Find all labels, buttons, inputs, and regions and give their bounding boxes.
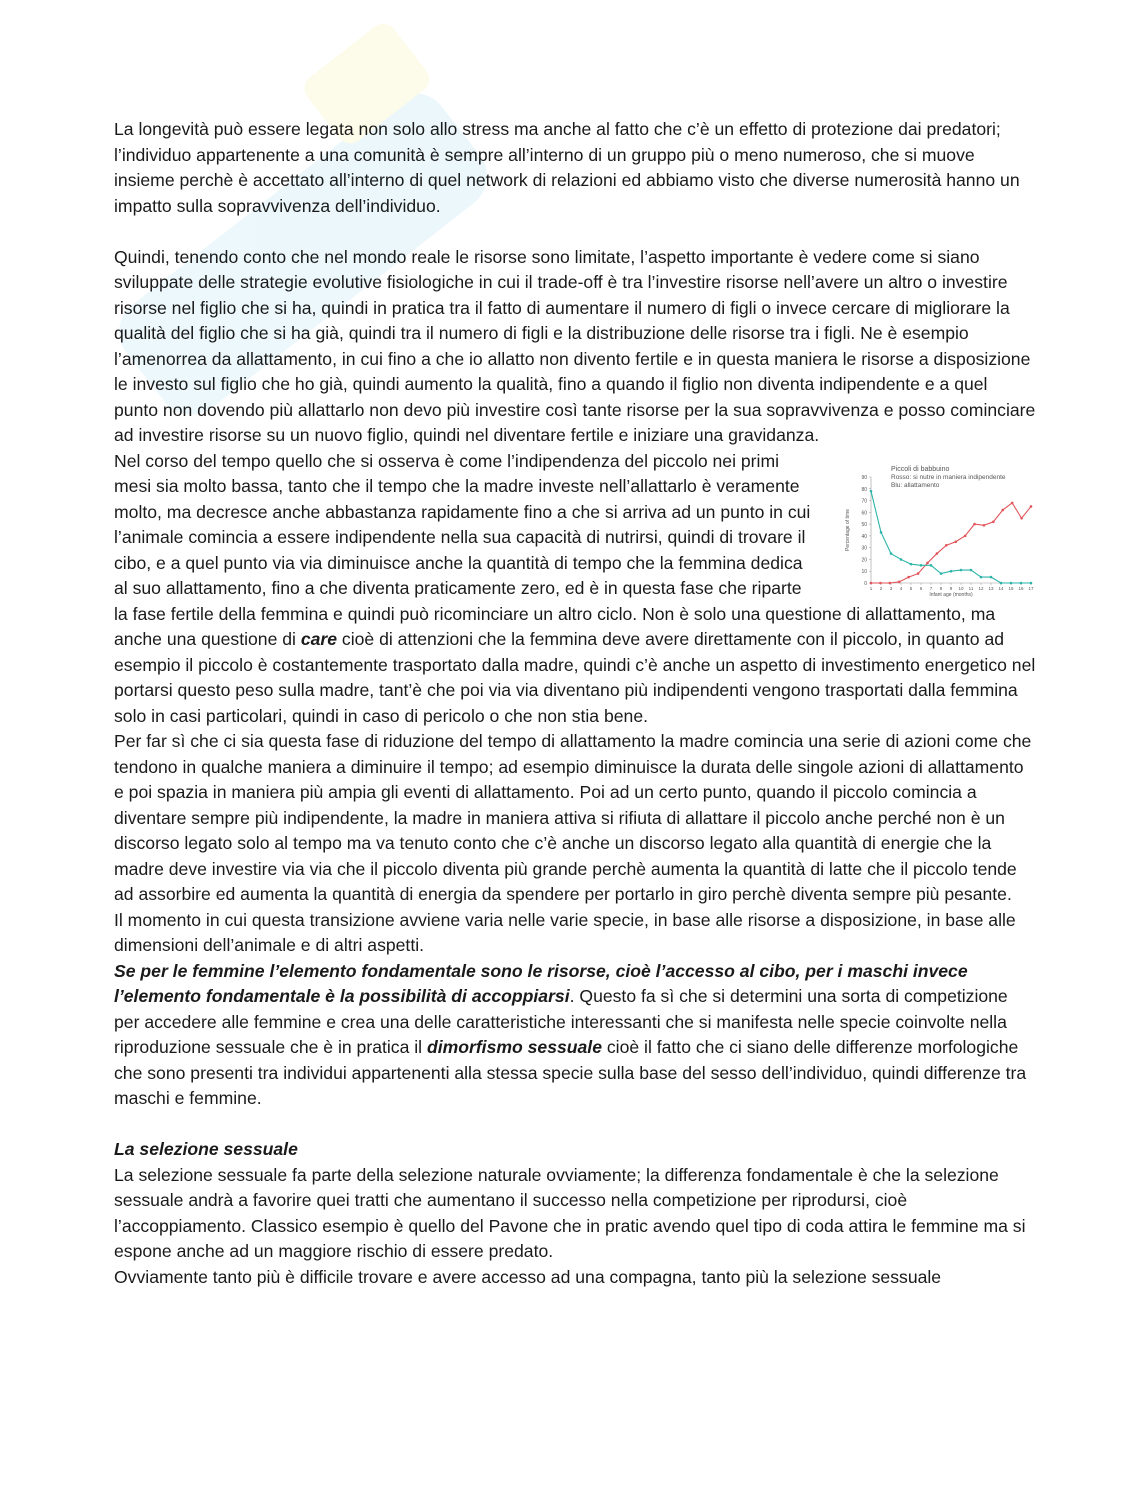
x-tick-label: 13 — [988, 585, 994, 591]
text-run: cioè di attenzioni che la femmina deve avere direttamente con il piccolo, in quanto ad esempio il piccolo è costantemente trasportato dalla madre, quindi c’è anche un aspetto di investimento energetico nel portarsi questo peso sulla madre, tant’è che poi via via diventano più indipendenti vengono trasportati dalla femmina solo in casi particolari, quindi in caso di pericolo o che non stia bene. — [114, 629, 1036, 726]
y-tick-label: 20 — [861, 556, 867, 563]
legend-entry: Rosso: si nutre in maniera indipendente — [891, 473, 1006, 481]
y-tick-label: 0 — [864, 580, 867, 587]
data-point — [950, 569, 953, 572]
data-point — [980, 575, 983, 578]
data-point — [940, 572, 943, 575]
chart-title: Piccoli di babbuino — [891, 465, 950, 473]
data-point — [1010, 581, 1013, 584]
data-point — [945, 544, 948, 547]
data-point — [926, 561, 929, 564]
term-dimorfismo: dimorfismo sessuale — [426, 1037, 602, 1057]
legend-entry: Blu: allattamento — [891, 481, 940, 489]
chart-svg — [841, 465, 1036, 598]
paragraph-transition: Il momento in cui questa transizione avviene varia nelle varie specie, in base alle risorse a disposizione, in base alle dimensioni dell’animale e di altri aspetti. — [114, 909, 1016, 955]
paragraph-weaning: Per far sì che ci sia questa fase di riduzione del tempo di allattamento la madre comincia una serie di azioni come che tendono in qualche maniera a diminuire il tempo; ad esempio diminuisce la durata delle singole azioni di allattamento e poi spazia in maniera più ampia gli eventi di allattamento. Poi ad un certo punto, quando il piccolo comincia a diventare sempre più indipendente, la madre in maniera attiva si rifiuta di allattare il piccolo anche perché non è un discorso legato solo al tempo ma va tenuto conto che c’è anche un discorso legato alla quantità di energie che la madre deve investire via via che il piccolo diventa più grande perchè aumenta la quantità di latte che il piccolo tende ad assorbire ed aumenta la quantità di energia da spendere per portarlo in giro perchè diventa sempre più pesante. — [114, 731, 1032, 904]
x-tick-label: 15 — [1008, 585, 1014, 591]
y-tick-label: 80 — [861, 486, 867, 493]
y-tick-label: 50 — [861, 521, 867, 528]
y-tick-label: 60 — [861, 509, 867, 516]
x-tick-label: 17 — [1028, 585, 1034, 591]
data-point — [1000, 581, 1003, 584]
x-tick-label: 16 — [1018, 585, 1024, 591]
x-tick-label: 7 — [929, 585, 933, 591]
y-tick-label: 90 — [861, 474, 867, 481]
data-point — [992, 520, 995, 523]
data-point — [879, 581, 882, 584]
x-tick-label: 8 — [939, 585, 943, 591]
x-axis-label: Infant age (months) — [929, 591, 973, 598]
data-point — [880, 531, 883, 534]
data-point — [983, 523, 986, 526]
section-heading: La selezione sessuale — [114, 1139, 298, 1159]
data-point — [954, 540, 957, 543]
data-point — [1030, 505, 1033, 508]
document-page — [114, 117, 1036, 1290]
data-point — [970, 568, 973, 571]
x-tick-label: 3 — [889, 585, 893, 591]
data-point — [920, 564, 923, 567]
data-point — [910, 562, 913, 565]
data-point — [1011, 501, 1014, 504]
x-tick-label: 5 — [909, 585, 913, 591]
data-point — [1020, 581, 1023, 584]
y-axis-label: Percentage of time — [845, 508, 851, 551]
text-run: . Questo fa sì che si determini una sorta di competizione per accedere alle femmine e crea una delle caratteristiche interessanti che si manifesta nelle specie coinvolte nella riproduzione sessuale che è in pratica il — [114, 986, 1008, 1057]
data-point — [1030, 581, 1033, 584]
term-care: care — [300, 629, 338, 649]
data-point — [1001, 508, 1004, 511]
text-run: cioè il fatto che ci siano delle differenze morfologiche che sono presenti tra individui appartenenti alla stessa specie sulla base del sesso dell’individuo, quindi differenze tra maschi e femmine. — [114, 1037, 1027, 1108]
paragraph-sexual-selection: La selezione sessuale fa parte della selezione naturale ovviamente; la differenza fondamentale è che la selezione sessuale andrà a favorire quei tratti che aumentano il successo nella competizione per riprodursi, cioè l’accoppiamento. Classico esempio è quello del Pavone che in pratic avendo quel tipo di coda attira le femmine ma si espone anche ad un maggiore rischio di essere predato. — [114, 1164, 1026, 1261]
data-point — [898, 580, 901, 583]
emphasis-statement: Se per le femmine l’elemento fondamentale sono le risorse, cioè l’accesso al cibo, per i maschi invece l’elemento fondamentale è la possibilità di accoppiarsi — [114, 960, 968, 1006]
baboon-nursing-chart — [841, 465, 1036, 598]
text-run: Nel corso del tempo quello che si osserva è come l’indipendenza del piccolo nei primi mesi sia molto bassa, tanto che il tempo che la madre investe nell’allattarlo è veramente molto, ma decresce anche abbastanza rapidamente fino a che si arriva ad un punto in cui l’animale comincia a essere indipendente nella sua capacità di nutrirsi, quindi di trovare il cibo, e a quel punto via via diminuisce anche la quantità di tempo che la femmina dedica al suo allattamento, fino a che diventa praticamente zero, ed è in questa fase che riparte la fase fertile della femmina e quindi può ricominciare un altro ciclo. Non è solo una questione di allattamento, ma anche una questione di — [114, 450, 996, 649]
data-point — [973, 522, 976, 525]
data-point — [936, 552, 939, 555]
paragraph-longevity: La longevità può essere legata non solo allo stress ma anche al fatto che c’è un effetto di protezione dai predatori; l’individuo appartenente a una comunità è sempre all’interno di un gruppo più o meno numeroso, che si muove insieme perchè è accettato all’interno di quel network di relazioni ed abbiamo visto che diverse numerosità hanno un impatto sulla sopravvivenza dell’individuo. — [114, 119, 1020, 216]
data-point — [1020, 516, 1023, 519]
x-tick-label: 2 — [879, 585, 883, 591]
data-point — [870, 489, 873, 492]
x-tick-label: 9 — [949, 585, 953, 591]
series-line-1 — [871, 491, 1031, 583]
data-point — [990, 575, 993, 578]
paragraph-continuation: Ovviamente tanto più è difficile trovare e avere accesso ad una compagna, tanto più la selezione sessuale — [114, 1266, 942, 1287]
data-point — [889, 581, 892, 584]
data-point — [890, 552, 893, 555]
x-tick-label: 6 — [919, 585, 923, 591]
data-point — [900, 558, 903, 561]
y-tick-label: 40 — [861, 533, 867, 540]
y-tick-label: 30 — [861, 545, 867, 552]
data-point — [964, 534, 967, 537]
y-tick-label: 10 — [861, 568, 867, 575]
data-point — [907, 575, 910, 578]
y-tick-label: 70 — [861, 498, 867, 505]
x-tick-label: 12 — [978, 585, 984, 591]
data-point — [930, 564, 933, 567]
data-point — [870, 581, 873, 584]
paragraph-trade-off: Quindi, tenendo conto che nel mondo reale le risorse sono limitate, l’aspetto importante è vedere come si siano sviluppate delle strategie evolutive fisiologiche in cui il trade-off è tra l’investire risorse nell’avere un altro o investire risorse nel figlio che si ha, quindi in pratica tra il fatto di aumentare il numero di figli o invece cercare di migliorare la qualità del figlio che si ha già, quindi tra il numero di figli e la distribuzione delle risorse tra i figli. Ne è esempio l’amenorrea da allattamento, in cui fino a che io allatto non divento fertile e in questa maniera le risorse a disposizione le investo sul figlio che ho già, quindi aumento la qualità, fino a quando il figlio non diventa indipendente e a quel punto non dovendo più allattarlo non devo più investire così tante risorse per la sua sopravvivenza e posso cominciare ad investire risorse su un nuovo figlio, quindi nel diventare fertile e iniziare una gravidanza. — [114, 246, 1036, 445]
data-point — [960, 568, 963, 571]
x-tick-label: 1 — [869, 585, 873, 591]
x-tick-label: 10 — [958, 585, 964, 591]
x-tick-label: 14 — [998, 585, 1004, 591]
paragraph-dimorphism — [114, 959, 1036, 1112]
data-point — [917, 572, 920, 575]
x-tick-label: 4 — [899, 585, 903, 591]
x-tick-label: 11 — [968, 585, 974, 591]
